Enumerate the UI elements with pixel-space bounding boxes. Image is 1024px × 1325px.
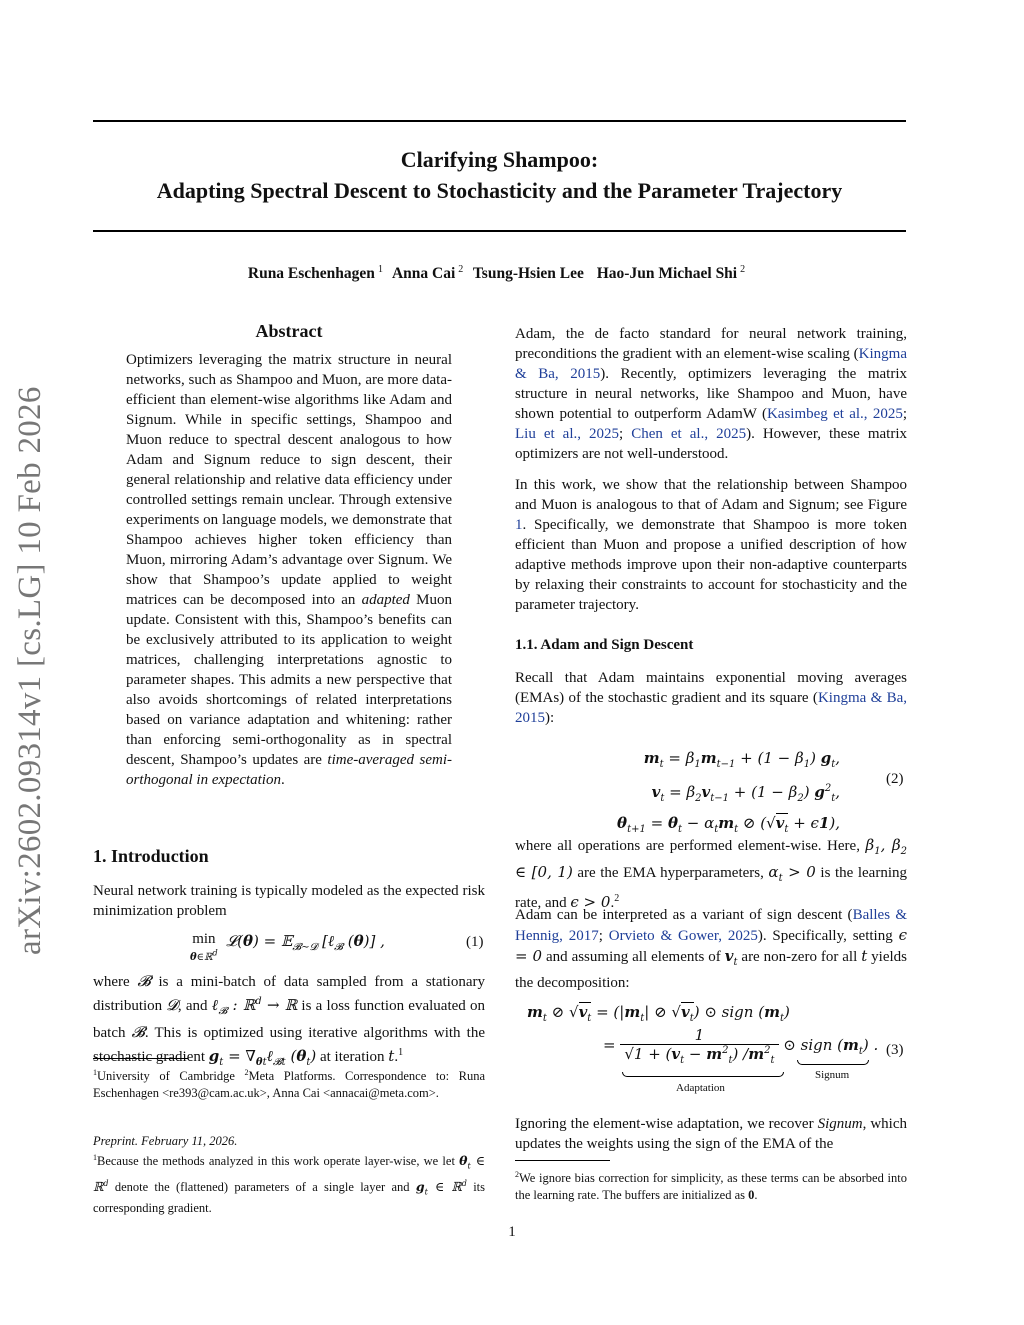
- arxiv-identifier: arXiv:2602.09314v1 [cs.LG] 10 Feb 2026: [12, 386, 48, 955]
- subsection-heading: 1.1. Adam and Sign Descent: [515, 637, 694, 653]
- author-name: Anna Cai: [391, 265, 456, 283]
- right-paragraph-2: In this work, we show that the relationship between Shampoo and Muon is analogous to that of Adam and Signum; see Figure 1. Specifically, we demonstrate that Shampoo is more token efficient than Muon and propose a unified description of how adaptive methods improve upon their non-adaptive counterparts by relaxing their constraints to account for stochasticity and the parameter trajectory.: [515, 477, 907, 613]
- citation-link[interactable]: Liu et al., 2025: [515, 426, 620, 442]
- author-name: Tsung-Hsien Lee: [472, 265, 584, 283]
- equation-3-number: (3): [886, 1042, 904, 1058]
- right-paragraph-5: Adam can be interpreted as a variant of sign descent (Balles & Hennig, 2017; Orvieto & Gower, 2025). Specifically, setting ϵ = 0 and assuming all elements of $v_t$ are non-zero for all t yields the decomposition:: [515, 907, 907, 991]
- signum-underbrace: [797, 1060, 869, 1065]
- adaptation-underbrace: [622, 1072, 784, 1077]
- footnote-rule-left: [93, 1058, 188, 1059]
- intro-paragraph-2: where 𝓑 is a mini-batch of data sampled from a stationary distribution 𝓓, and ℓ$_𝓑$ : ℝ$^d$ → ℝ is a loss function evaluated on batch 𝓑. This is optimized using iterative algorithms with the stochastic gradient $g_t$ = $\nabla_{\theta t}\ell_{𝓑t}$ $(\theta_t)$ at iteration t.$^1$: [93, 972, 486, 1068]
- abstract-body: Optimizers leveraging the matrix structure in neural networks, such as Shampoo and Muon, are more data-efficient than element-wise algorithms like Adam and Signum. While in specific settings, Shampoo and Muon reduce to spectral descent analogous to how Adam and Signum reduce to sign descent, their general relationship and relative data efficiency under controlled settings remain unclear. Through extensive experiments on language models, we demonstrate that Shampoo achieves higher token efficiency than Muon, mirroring Adam’s advantage over Signum. We show that Shampoo’s update applied to weight matrices can be decomposed into an adapted Muon update. Consistent with this, Shampoo’s benefits can be exclusively attributed to its application to weight matrices, challenging interpretations agnostic to parameter shapes. This admits a new perspective that also avoids shortcomings of related interpretations based on variance adaptation and whitening: rather than enforcing semi-orthogonality as in spectral descent, Shampoo’s updates are time-averaged semi-orthogonal in expectation.: [126, 352, 452, 788]
- citation-link[interactable]: Orvieto & Gower, 2025: [608, 928, 758, 944]
- author-name: Runa Eschenhagen: [247, 265, 375, 283]
- footnote-1: $^1$Because the methods analyzed in this work operate layer-wise, we let $\theta_t$ ∈ ℝ$^d$ denote the (flattened) parameters of a single layer and $g_t$ ∈ ℝ$^d$ its corresponding gradient.: [93, 1153, 486, 1216]
- right-paragraph-6: Ignoring the element-wise adaptation, we recover Signum, which updates the weights using the sign of the EMA of the: [515, 1116, 907, 1152]
- citation-link[interactable]: Balles & Hennig, 2017: [515, 907, 907, 944]
- page-number: 1: [508, 1224, 516, 1240]
- right-paragraph-4: where all operations are performed element-wise. Here, $\beta_1$, $\beta_2$ ∈ [0, 1) are the EMA hyperparameters, $\alpha_t > 0$ is the learning rate, and ϵ > 0.$^2$: [515, 836, 907, 911]
- equation-2: $m_t = \beta_1m_{t-1} + (1 - \beta_1)$ $g_t$, $v_t = \beta_2v_{t-1} + (1 - \beta_2)$ $g^2_t$, $\theta_{t+1} = \theta_t - \alpha_tm_t$ ⊘ $(√v_t + \epsilon 1)$,: [617, 749, 840, 835]
- equation-3-line-2: = $\frac{1}{√1 + (v_t - m^2_t) /m^2_t}$ ⊙ sign $(m_t)$ .: [603, 1026, 879, 1066]
- equation-3-line-1: $m_t$ ⊘ $√v_t = (|m_t|$ ⊘ $√v_t$) ⊙ sign $(m_t)$: [527, 1003, 790, 1024]
- citation-link[interactable]: Kingma & Ba, 2015: [515, 690, 908, 726]
- signum-label: Signum: [815, 1069, 850, 1081]
- citation-link[interactable]: Chen et al., 2025: [631, 426, 747, 442]
- affiliation-footnote: $^1$University of Cambridge $^2$Meta Platforms. Correspondence to: Runa Eschenhagen <re393@cam.ac.uk>, Anna Cai <annacai@meta.com>.: [93, 1068, 485, 1101]
- right-paragraph-1: Adam, the de facto standard for neural network training, preconditions the gradient with an element-wise scaling (Kingma & Ba, 2015). Recently, optimizers leveraging the matrix structure in neural networks, like Shampoo and Muon, have shown potential to outperform AdamW (Kasimbeg et al., 2025; Liu et al., 2025; Chen et al., 2025). However, these matrix optimizers are not well-understood.: [515, 326, 907, 462]
- citation-link[interactable]: Kasimbeg et al., 2025: [766, 406, 903, 422]
- section-heading-introduction: 1. Introduction: [93, 846, 209, 866]
- title-bottom-rule: [93, 230, 906, 232]
- footnote-2: $^2$We ignore bias correction for simplicity, as these terms can be absorbed into the learning rate. The buffers are initialized as 0.: [515, 1170, 907, 1203]
- preprint-note: Preprint. February 11, 2026.: [93, 1134, 238, 1148]
- footnote-rule-right: [515, 1160, 610, 1161]
- right-paragraph-3: Recall that Adam maintains exponential moving averages (EMAs) of the stochastic gradient and its square (Kingma & Ba, 2015):: [515, 670, 908, 726]
- intro-paragraph-1: Neural network training is typically modeled as the expected risk minimization problem: [93, 883, 485, 919]
- equation-1-number: (1): [466, 934, 484, 950]
- equation-1: min θ∈ℝ$^d$ 𝓛(θ) = 𝔼$_{𝓑\sim 𝓓}$ [ℓ$_𝓑$ (θ)] ,: [190, 931, 385, 964]
- paper-title: Clarifying Shampoo: Adapting Spectral Descent to Stochasticity and the Parameter Trajectory: [156, 147, 843, 203]
- citation-link[interactable]: Kingma & Ba, 2015: [515, 346, 907, 382]
- title-top-rule: [93, 120, 906, 122]
- adaptation-label: Adaptation: [676, 1082, 725, 1094]
- equation-2-number: (2): [886, 771, 904, 787]
- author-name: Hao-Jun Michael Shi: [596, 265, 738, 283]
- figure-reference-link[interactable]: 1: [515, 517, 523, 533]
- abstract-heading: Abstract: [255, 321, 323, 341]
- author-list: Runa Eschenhagen $^1$ Anna Cai $^2$ Tsung-Hsien Lee Hao-Jun Michael Shi $^2$: [247, 264, 746, 283]
